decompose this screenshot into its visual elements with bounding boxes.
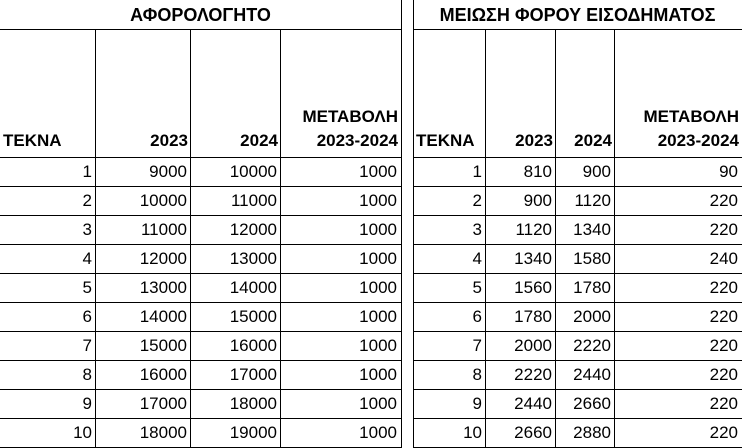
gridline-horizontal [0, 418, 401, 419]
left-cell[interactable]: 18000 [229, 394, 277, 413]
right-cell[interactable]: 2000 [573, 307, 611, 326]
right-table-title: ΜΕΙΩΣΗ ΦΟΡΟΥ ΕΙΣΟΔΗΜΑΤΟΣ [439, 5, 716, 25]
gridline-horizontal [413, 244, 742, 245]
left-cell[interactable]: 11000 [140, 220, 187, 239]
right-cell[interactable]: 1560 [514, 278, 552, 297]
right-cell[interactable]: 7 [472, 336, 482, 355]
left-cell[interactable]: 18000 [139, 423, 187, 442]
right-cell[interactable]: 220 [709, 394, 738, 413]
left-cell[interactable]: 14000 [139, 307, 187, 326]
right-cell[interactable]: 1120 [574, 191, 611, 210]
gridline-horizontal [413, 273, 742, 274]
right-cell[interactable]: 1780 [573, 278, 611, 297]
right-header-0[interactable]: ΤΕΚΝΑ [416, 131, 475, 150]
gridline-horizontal [0, 186, 401, 187]
gridline-horizontal [413, 331, 742, 332]
left-cell[interactable]: 4 [82, 249, 92, 268]
left-cell[interactable]: 14000 [229, 278, 277, 297]
left-cell[interactable]: 15000 [139, 336, 187, 355]
gridline-horizontal [0, 360, 401, 361]
right-cell[interactable]: 5 [472, 278, 482, 297]
right-cell[interactable]: 220 [709, 220, 738, 239]
right-cell[interactable]: 2660 [573, 394, 611, 413]
left-cell[interactable]: 2 [82, 191, 92, 210]
right-cell[interactable]: 6 [472, 307, 482, 326]
gridline-horizontal [0, 215, 401, 216]
left-cell[interactable]: 1000 [359, 220, 397, 239]
gridline-horizontal [0, 302, 401, 303]
left-cell[interactable]: 17000 [139, 394, 187, 413]
left-cell[interactable]: 1000 [359, 307, 397, 326]
gridline-horizontal [413, 186, 742, 187]
left-cell[interactable]: 1000 [359, 336, 397, 355]
left-cell[interactable]: 10000 [229, 162, 277, 181]
right-cell[interactable]: 2 [472, 191, 482, 210]
gridline-horizontal [0, 331, 401, 332]
left-cell[interactable]: 1000 [359, 278, 397, 297]
left-header-0[interactable]: ΤΕΚΝΑ [3, 131, 62, 150]
gridline-horizontal [413, 389, 742, 390]
right-cell[interactable]: 3 [472, 220, 482, 239]
right-cell[interactable]: 8 [472, 365, 482, 384]
left-cell[interactable]: 1 [82, 162, 92, 181]
gridline-vertical [614, 29, 615, 448]
right-cell[interactable]: 10 [463, 423, 482, 442]
right-cell[interactable]: 9 [472, 394, 482, 413]
right-cell[interactable]: 900 [582, 162, 611, 181]
left-cell[interactable]: 10 [73, 423, 92, 442]
right-cell[interactable]: 1 [472, 162, 482, 181]
left-cell[interactable]: 16000 [229, 336, 277, 355]
right-cell[interactable]: 810 [523, 162, 552, 181]
left-cell[interactable]: 1000 [359, 162, 397, 181]
right-cell[interactable]: 220 [709, 278, 738, 297]
right-cell[interactable]: 2220 [573, 336, 611, 355]
left-cell[interactable]: 1000 [359, 365, 397, 384]
right-cell[interactable]: 240 [709, 249, 738, 268]
right-cell[interactable]: 2000 [514, 336, 552, 355]
left-cell[interactable]: 3 [82, 220, 92, 239]
right-cell[interactable]: 220 [709, 423, 738, 442]
gridline-horizontal [413, 418, 742, 419]
left-cell[interactable]: 10000 [139, 191, 187, 210]
left-cell[interactable]: 19000 [229, 423, 277, 442]
left-cell[interactable]: 8 [82, 365, 92, 384]
left-header-2[interactable]: 2024 [240, 131, 278, 150]
left-header-1[interactable]: 2023 [150, 131, 188, 150]
left-cell[interactable]: 13000 [229, 249, 277, 268]
right-cell[interactable]: 1340 [514, 249, 552, 268]
gridline-horizontal [0, 157, 401, 158]
left-cell[interactable]: 5 [82, 278, 92, 297]
gridline-horizontal [0, 273, 401, 274]
left-cell[interactable]: 6 [82, 307, 92, 326]
left-cell[interactable]: 1000 [359, 249, 397, 268]
right-header-3[interactable]: ΜΕΤΑΒΟΛΗ 2023-2024 [643, 107, 739, 150]
right-cell[interactable]: 900 [523, 191, 552, 210]
gridline-horizontal [413, 215, 742, 216]
gridline-horizontal [413, 360, 742, 361]
gridline-horizontal [413, 29, 742, 30]
right-cell[interactable]: 1340 [573, 220, 611, 239]
gridline-separator-right [413, 0, 414, 448]
gridline-horizontal [413, 157, 742, 158]
left-cell[interactable]: 11000 [230, 191, 277, 210]
left-cell[interactable]: 12000 [139, 249, 187, 268]
right-cell[interactable]: 90 [719, 162, 738, 181]
left-cell[interactable]: 1000 [359, 423, 397, 442]
right-cell[interactable]: 2660 [514, 423, 552, 442]
gridline-vertical [190, 29, 191, 448]
right-cell[interactable]: 220 [709, 191, 738, 210]
gridline-vertical [95, 29, 96, 448]
left-cell[interactable]: 17000 [229, 365, 277, 384]
right-cell[interactable]: 220 [709, 307, 738, 326]
left-cell[interactable]: 1000 [359, 394, 397, 413]
left-cell[interactable]: 9000 [149, 162, 187, 181]
right-cell[interactable]: 1120 [515, 220, 552, 239]
right-header-1[interactable]: 2023 [515, 131, 553, 150]
gridline-vertical [555, 29, 556, 448]
left-cell[interactable]: 16000 [139, 365, 187, 384]
left-cell[interactable]: 1000 [359, 191, 397, 210]
left-cell[interactable]: 9 [82, 394, 92, 413]
gridline-horizontal [0, 389, 401, 390]
left-cell[interactable]: 7 [82, 336, 92, 355]
right-cell[interactable]: 1780 [514, 307, 552, 326]
left-cell[interactable]: 13000 [139, 278, 187, 297]
left-table-title: ΑΦΟΡΟΛΟΓΗΤΟ [130, 5, 271, 25]
right-cell[interactable]: 1580 [573, 249, 611, 268]
right-cell[interactable]: 2220 [514, 365, 552, 384]
left-header-3[interactable]: ΜΕΤΑΒΟΛΗ 2023-2024 [302, 107, 398, 150]
gridline-horizontal [413, 302, 742, 303]
right-cell[interactable]: 2440 [573, 365, 611, 384]
gridline-horizontal [0, 29, 401, 30]
right-cell[interactable]: 220 [709, 336, 738, 355]
right-cell[interactable]: 4 [472, 249, 482, 268]
gridline-vertical [280, 29, 281, 448]
gridline-separator-left [401, 0, 402, 448]
gridline-horizontal [0, 244, 401, 245]
right-header-2[interactable]: 2024 [574, 131, 612, 150]
right-cell[interactable]: 2880 [573, 423, 611, 442]
right-cell[interactable]: 2440 [514, 394, 552, 413]
right-cell[interactable]: 220 [709, 365, 738, 384]
left-cell[interactable]: 15000 [229, 307, 277, 326]
left-cell[interactable]: 12000 [229, 220, 277, 239]
gridline-vertical [485, 29, 486, 448]
